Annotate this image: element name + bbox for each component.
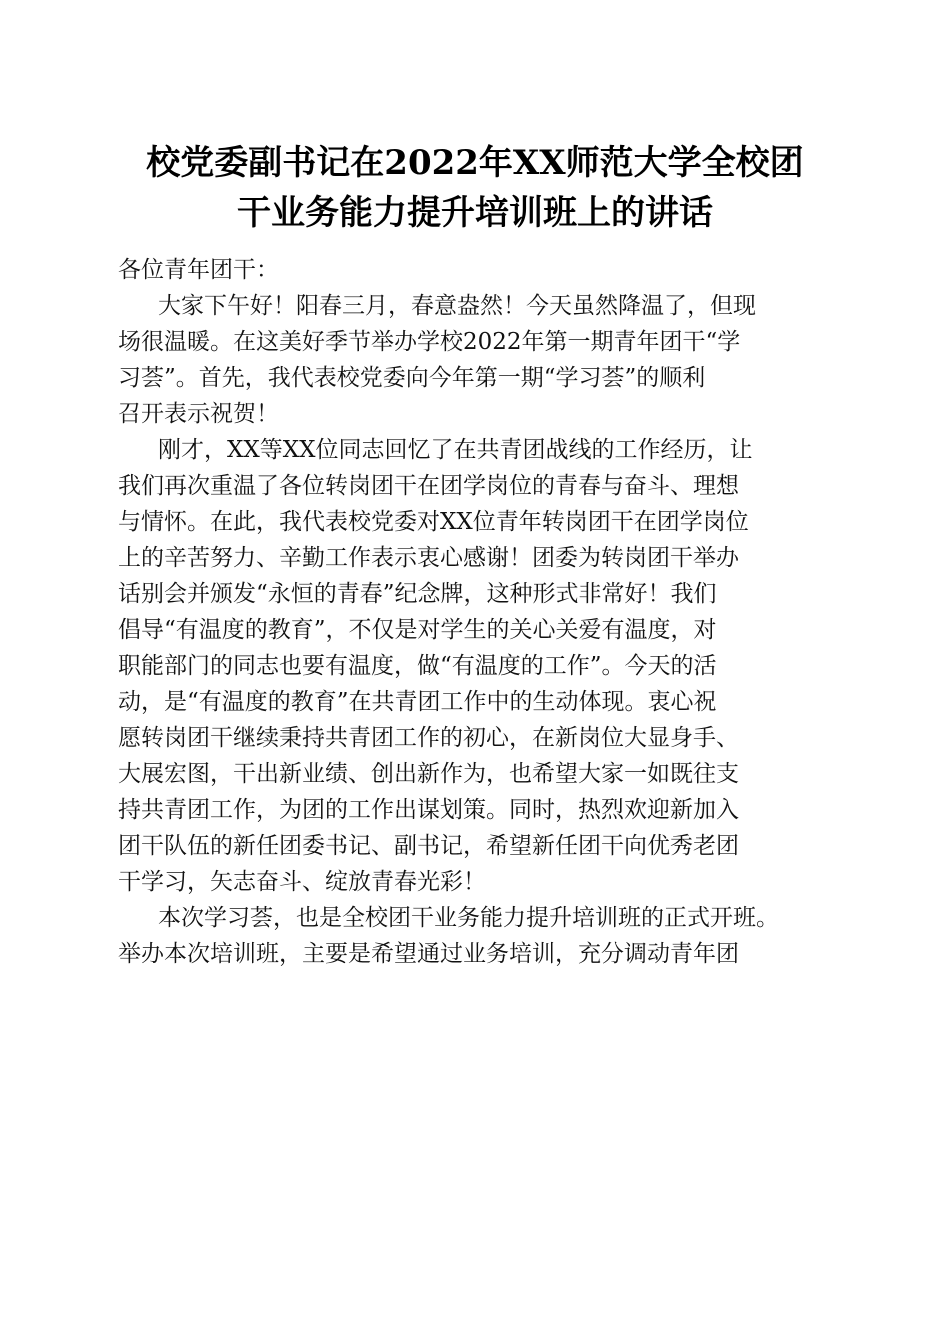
title-line-1: 校党委副书记在2022年XX师范大学全校团 bbox=[146, 143, 804, 183]
paragraph-line: 愿转岗团干继续秉持共青团工作的初心，在新岗位大显身手、 bbox=[118, 725, 739, 751]
paragraph-line: 与情怀。在此，我代表校党委对XX位青年转岗团干在团学岗位 bbox=[118, 509, 749, 535]
paragraph-line: 习荟”。首先，我代表校党委向今年第一期“学习荟”的顺利 bbox=[118, 365, 706, 391]
document-title bbox=[100, 138, 850, 238]
paragraph-line: 我们再次重温了各位转岗团干在团学岗位的青春与奋斗、理想 bbox=[118, 473, 739, 499]
paragraph-line: 干学习，矢志奋斗、绽放青春光彩！ bbox=[118, 869, 486, 895]
paragraph-line: 团干队伍的新任团委书记、副书记，希望新任团干向优秀老团 bbox=[118, 833, 739, 859]
paragraph-line: 话别会并颁发“永恒的青春”纪念牌，这种形式非常好！我们 bbox=[118, 581, 717, 607]
paragraph-line: 动，是“有温度的教育”在共青团工作中的生动体现。衷心祝 bbox=[118, 689, 717, 715]
paragraph-line: 职能部门的同志也要有温度，做“有温度的工作”。今天的活 bbox=[118, 653, 717, 679]
paragraph-line: 持共青团工作，为团的工作出谋划策。同时，热烈欢迎新加入 bbox=[118, 797, 739, 823]
paragraph-thanks bbox=[118, 432, 838, 900]
paragraph-line: 上的辛苦努力、辛勤工作表示衷心感谢！团委为转岗团干举办 bbox=[118, 545, 739, 571]
paragraph-line: 大展宏图，干出新业绩、创出新作为，也希望大家一如既往支 bbox=[118, 761, 739, 787]
paragraph-line: 召开表示祝贺！ bbox=[118, 401, 279, 427]
paragraph-line: 场很温暖。在这美好季节举办学校2022年第一期青年团干“学 bbox=[118, 329, 741, 355]
title-line-2: 干业务能力提升培训班上的讲话 bbox=[237, 193, 713, 233]
paragraph-line: 大家下午好！阳春三月，春意盎然！今天虽然降温了，但现 bbox=[158, 293, 756, 319]
salutation: 各位青年团干： bbox=[118, 257, 279, 283]
paragraph-line: 举办本次培训班，主要是希望通过业务培训，充分调动青年团 bbox=[118, 941, 739, 967]
paragraph-line: 刚才，XX等XX位同志回忆了在共青团战线的工作经历，让 bbox=[158, 437, 753, 463]
paragraph-line: 倡导“有温度的教育”，不仅是对学生的关心关爱有温度，对 bbox=[118, 617, 717, 643]
paragraph-training bbox=[118, 900, 838, 972]
paragraph-greeting bbox=[118, 288, 838, 432]
document-body bbox=[118, 252, 838, 972]
paragraph-line: 本次学习荟，也是全校团干业务能力提升培训班的正式开班。 bbox=[158, 905, 779, 931]
